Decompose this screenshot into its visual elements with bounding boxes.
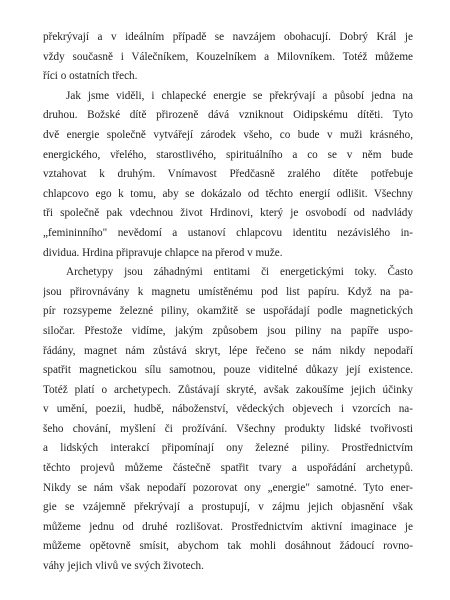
text-line: řádány, magnet nám zůstává skryt, lépe řečeno se nám nikdy nepodaří bbox=[43, 344, 413, 357]
paragraph bbox=[43, 263, 413, 577]
text-line: gie se vzájemně překrývají a prostupují, v zájmu jejich objasnění však bbox=[43, 501, 413, 514]
text-line: pír rozsypeme železné piliny, okamžitě se uspořádají podle magnetických bbox=[43, 305, 413, 318]
text-line: Totéž platí o archetypech. Zůstávají skryté, avšak zakoušíme jejich účinky bbox=[43, 383, 413, 396]
text-line: dvě energie společně vytvářejí zárodek všeho, co bude v muži krásného, bbox=[43, 128, 413, 141]
body-text bbox=[43, 28, 413, 577]
text-line: těchto projevů můžeme částečně spatřit tvary a uspořádání archetypů. bbox=[43, 462, 413, 475]
text-line: překrývají a v ideálním případě se navzájem obohacují. Dobrý Král je bbox=[43, 31, 413, 43]
book-page bbox=[43, 28, 413, 588]
text-line: „femininního" nevědomí a ustanoví chlapcovu identitu nezávislého in- bbox=[43, 226, 413, 239]
text-line: siločar. Přestože vidíme, jakým způsobem jsou piliny na papíře uspo- bbox=[43, 324, 413, 337]
text-line: dividua. Hrdina připravuje chlapce na přerod v muže. bbox=[43, 246, 283, 259]
text-line: šeho chování, myšlení či prožívání. Všechny produkty lidské tvořivosti bbox=[43, 422, 413, 435]
text-line: Nikdy se nám však nepodaří pozorovat ony „energie" samotné. Tyto ener- bbox=[43, 481, 413, 494]
text-line: můžeme jednu od druhé rozlišovat. Prostřednictvím aktivní imaginace je bbox=[43, 520, 413, 533]
text-line: můžeme opětovně smísit, abychom tak mohli dosáhnout žádoucí rovno- bbox=[43, 540, 413, 553]
text-line: Jak jsme viděli, i chlapecké energie se překrývají a působí jedna na bbox=[66, 89, 413, 102]
text-line: druhou. Božské dítě přirozeně dává vzniknout Oidipskému dítěti. Tyto bbox=[43, 109, 413, 122]
text-line: váhy jejich vlivů ve svých životech. bbox=[43, 560, 204, 573]
text-line: chlapcovo ego k tomu, aby se dokázalo od těchto energií odlišit. Všechny bbox=[43, 187, 413, 200]
text-line: vždy současně i Válečníkem, Kouzelníkem a Milovníkem. Totéž můžeme bbox=[43, 50, 413, 63]
paragraph bbox=[43, 28, 413, 87]
text-line: tři společně pak vdechnou život Hrdinovi, který je osvobodí od nadvlády bbox=[43, 207, 413, 220]
text-line: a lidských interakcí připomínají ony železné piliny. Prostřednictvím bbox=[43, 442, 413, 455]
paragraph bbox=[43, 87, 413, 263]
text-line: spatřit magnetickou sílu samotnou, pouze viditelné důkazy její existence. bbox=[43, 364, 413, 377]
text-line: vztahovat k druhým. Vnímavost Předčasně zralého dítěte potřebuje bbox=[43, 168, 413, 181]
text-line: Archetypy jsou záhadnými entitami či energetickými toky. Často bbox=[66, 266, 413, 279]
text-line: v umění, poezii, hudbě, náboženství, vědeckých objevech i vzorcích na- bbox=[43, 403, 413, 416]
text-line: energického, vřelého, starostlivého, spirituálního a co se v něm bude bbox=[43, 148, 413, 161]
text-line: říci o ostatních třech. bbox=[43, 70, 138, 83]
text-line: jsou přirovnávány k magnetu umístěnému pod list papíru. Když na pa- bbox=[43, 285, 413, 298]
